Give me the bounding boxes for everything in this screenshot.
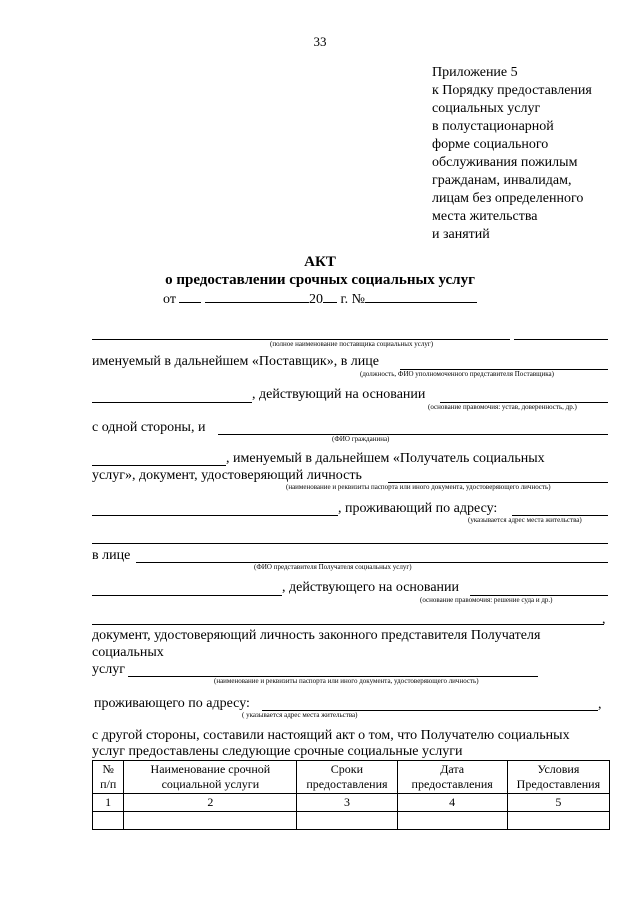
provider-text: именуемый в дальнейшем «Поставщик», в лице — [92, 354, 379, 369]
recipient-rep-name-field[interactable] — [92, 595, 282, 596]
table-cell[interactable] — [397, 812, 507, 830]
other-side-text-1: с другой стороны, составили настоящий акт о том, что Получателю социальных — [92, 728, 570, 743]
appendix-line: гражданам, инвалидам, — [432, 173, 572, 188]
table-cell[interactable] — [507, 812, 609, 830]
appendix-block — [432, 64, 612, 244]
appendix-line: обслуживания пожилым — [432, 155, 578, 170]
appendix-line: места жительства — [432, 209, 538, 224]
table-cell: 2 — [124, 794, 297, 812]
residing-text: , проживающий по адресу: — [338, 501, 498, 516]
acting2-text: , действующего на основании — [282, 580, 460, 595]
address-caption: (указывается адрес места жительства) — [468, 516, 582, 524]
other-side-text-2: услуг предоставлены следующие срочные социальные услуги — [92, 744, 463, 759]
in-person-text: в лице — [92, 548, 131, 563]
recipient-name-field[interactable] — [92, 465, 226, 466]
basis-caption: (основание правомочия: устав, доверенность, др.) — [428, 403, 577, 411]
address-field-cont[interactable] — [92, 543, 608, 544]
table-row — [93, 812, 610, 830]
header-service-name: Наименование срочной социальной услуги — [124, 761, 297, 794]
passport-caption: (наименование и реквизиты паспорта или иного документа, удостоверяющего личность) — [286, 483, 551, 491]
legal-rep-text-3: услуг — [92, 662, 125, 677]
appendix-line: и занятий — [432, 227, 490, 242]
provider-name-field-extra[interactable] — [514, 339, 608, 340]
act-number-field[interactable] — [365, 290, 477, 303]
basis2-field-cont[interactable] — [92, 624, 604, 625]
header-number: № п/п — [93, 761, 124, 794]
recipient-text-2: услуг», документ, удостоверяющий личность — [92, 468, 362, 483]
document-title: АКТ — [304, 254, 336, 270]
table-cell: 4 — [397, 794, 507, 812]
recipient-rep-caption: (ФИО представителя Получателя социальных услуг) — [254, 563, 412, 571]
appendix-line: Приложение 5 — [432, 65, 518, 80]
document-subtitle: о предоставлении срочных социальных услуг — [165, 272, 475, 288]
legal-rep-text-2: социальных — [92, 645, 164, 660]
appendix-line: к Порядку предоставления — [432, 83, 592, 98]
citizen-caption: (ФИО гражданина) — [332, 435, 390, 443]
appendix-line: социальных услуг — [432, 101, 541, 116]
page-number: 33 — [313, 34, 327, 49]
header-conditions: Условия Предоставления — [507, 761, 609, 794]
basis2-caption: (основание правомочия: решение суда и др.) — [420, 596, 553, 604]
header-terms: Сроки предоставления — [297, 761, 397, 794]
table-cell[interactable] — [124, 812, 297, 830]
services-table — [92, 760, 610, 830]
residing2-text: проживающего по адресу: — [94, 696, 250, 711]
table-number-row — [93, 794, 610, 812]
month-field[interactable] — [205, 290, 309, 303]
date-line: от 20 г. № — [0, 290, 640, 308]
table-cell: 1 — [93, 794, 124, 812]
appendix-line: лицам без определенного — [432, 191, 584, 206]
provider-rep-caption: (должность, ФИО уполномоченного представителя Поставщика) — [360, 370, 554, 378]
provider-rep-name-field[interactable] — [92, 402, 252, 403]
one-side-text: с одной стороны, и — [92, 420, 206, 435]
table-cell: 5 — [507, 794, 609, 812]
citizen-name-field[interactable] — [218, 434, 608, 435]
table-cell[interactable] — [93, 812, 124, 830]
table-header-row — [93, 761, 610, 794]
table-cell[interactable] — [297, 812, 397, 830]
appendix-line: в полустационарной — [432, 119, 554, 134]
recipient-text-1: , именуемый в дальнейшем «Получатель социальных — [226, 451, 545, 466]
legal-rep-text-1: документ, удостоверяющий личность законного представителя Получателя — [92, 628, 541, 643]
provider-caption: (полное наименование поставщика социальных услуг) — [270, 340, 434, 348]
header-date: Дата предоставления — [397, 761, 507, 794]
acting-text: , действующий на основании — [252, 387, 426, 402]
appendix-line: форме социального — [432, 137, 549, 152]
passport2-caption: (наименование и реквизиты паспорта или иного документа, удостоверяющего личность) — [214, 677, 479, 685]
passport-field-cont[interactable] — [92, 515, 338, 516]
address2-caption: ( указывается адрес места жительства) — [242, 711, 358, 719]
table-cell: 3 — [297, 794, 397, 812]
year-field[interactable] — [323, 290, 337, 303]
day-field[interactable] — [179, 290, 201, 303]
